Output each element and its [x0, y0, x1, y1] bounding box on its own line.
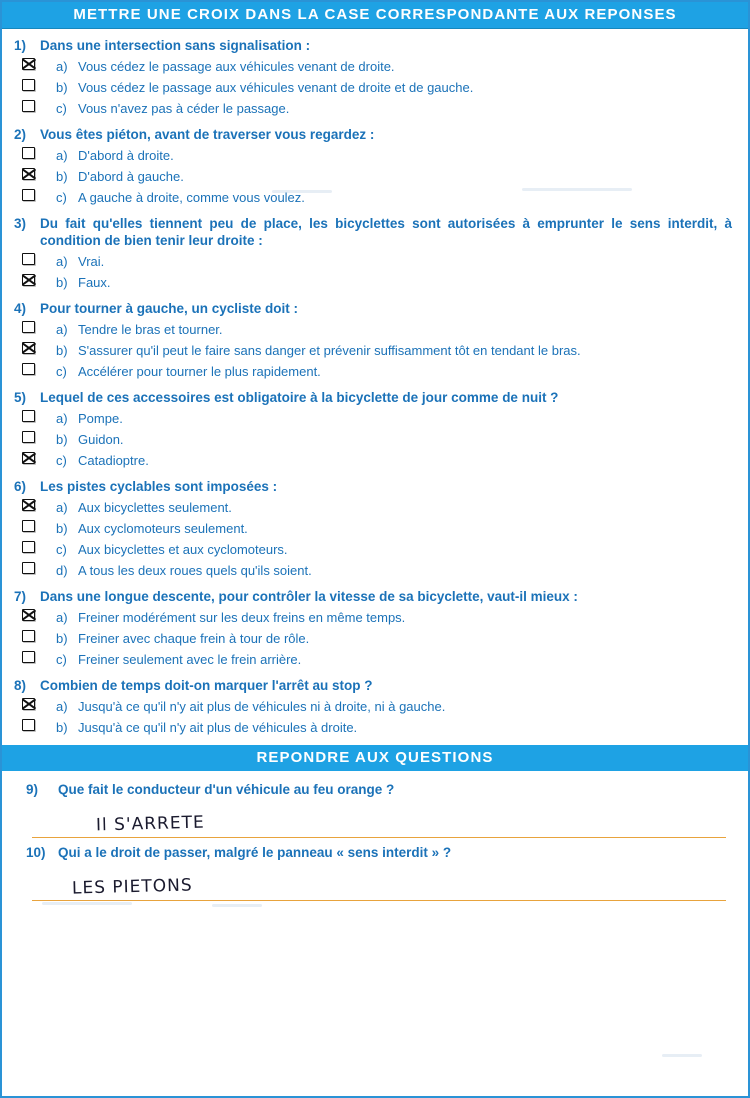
checkbox-cell[interactable] [14, 719, 56, 731]
question-heading [14, 677, 736, 694]
answer-label: a) [56, 254, 68, 269]
checkbox-icon[interactable] [22, 253, 35, 265]
answer-label: c) [56, 453, 67, 468]
question-number: 7) [14, 589, 27, 604]
open-question-text: Que fait le conducteur d'un véhicule au feu orange ? [58, 782, 395, 797]
answer-label: a) [56, 59, 68, 74]
answer-writing-line[interactable] [32, 864, 726, 901]
answer-text: D'abord à gauche. [78, 169, 184, 184]
checkbox-checked-icon[interactable] [22, 499, 35, 511]
checkbox-cell[interactable] [14, 100, 56, 112]
answer-option[interactable] [14, 452, 736, 469]
question-heading [14, 215, 736, 249]
question-number: 8) [14, 678, 27, 693]
question-number: 3) [14, 216, 27, 231]
question-text: Dans une longue descente, pour contrôler la vitesse de sa bicyclette, vaut-il mieux : [40, 589, 578, 604]
answer-list [14, 499, 736, 579]
checkbox-cell[interactable] [14, 168, 56, 180]
answer-label: b) [56, 80, 68, 95]
answer-label: a) [56, 148, 68, 163]
open-question-heading [26, 781, 736, 799]
question-heading [14, 300, 736, 317]
answer-label: a) [56, 610, 68, 625]
checkbox-cell[interactable] [14, 410, 56, 422]
checkbox-icon[interactable] [22, 79, 35, 91]
answer-label: a) [56, 322, 68, 337]
answer-list [14, 321, 736, 380]
answer-text: Aux cyclomoteurs seulement. [78, 521, 248, 536]
checkbox-checked-icon[interactable] [22, 274, 35, 286]
answer-text: D'abord à droite. [78, 148, 174, 163]
question-number: 6) [14, 479, 27, 494]
checkbox-cell[interactable] [14, 253, 56, 265]
checkbox-cell[interactable] [14, 452, 56, 464]
answer-label: a) [56, 500, 68, 515]
checkbox-cell[interactable] [14, 562, 56, 574]
scan-artifact [212, 904, 262, 907]
question-block [14, 478, 736, 579]
open-question-number: 9) [26, 782, 39, 797]
answer-label: b) [56, 521, 68, 536]
answer-label: b) [56, 343, 68, 358]
answer-text: Guidon. [78, 432, 124, 447]
checkbox-cell[interactable] [14, 147, 56, 159]
answer-label: a) [56, 411, 68, 426]
answer-option[interactable] [14, 253, 736, 270]
answer-option[interactable] [14, 321, 736, 338]
question-number: 2) [14, 127, 27, 142]
answer-option[interactable] [14, 562, 736, 579]
answer-label: b) [56, 169, 68, 184]
answer-option[interactable] [14, 541, 736, 558]
answer-list [14, 253, 736, 291]
scan-artifact [662, 1054, 702, 1057]
question-block [14, 588, 736, 668]
answer-list [14, 147, 736, 206]
checkbox-icon[interactable] [22, 719, 35, 731]
checkbox-cell[interactable] [14, 651, 56, 663]
answer-option[interactable] [14, 499, 736, 516]
answer-text: Freiner seulement avec le frein arrière. [78, 652, 302, 667]
answer-list [14, 58, 736, 117]
checkbox-cell[interactable] [14, 363, 56, 375]
question-block [14, 37, 736, 117]
checkbox-icon[interactable] [22, 630, 35, 642]
answer-text: Jusqu'à ce qu'il n'y ait plus de véhicules à droite. [78, 720, 358, 735]
answer-option[interactable] [14, 520, 736, 537]
answer-text: Pompe. [78, 411, 123, 426]
question-block [14, 389, 736, 469]
answer-text: Jusqu'à ce qu'il n'y ait plus de véhicules ni à droite, ni à gauche. [78, 699, 446, 714]
answer-option[interactable] [14, 630, 736, 647]
answer-label: c) [56, 652, 67, 667]
checkbox-icon[interactable] [22, 562, 35, 574]
answer-text: Vous cédez le passage aux véhicules venant de droite. [78, 59, 395, 74]
checkbox-cell[interactable] [14, 520, 56, 532]
checkbox-checked-icon[interactable] [22, 58, 35, 70]
open-question-text: Qui a le droit de passer, malgré le panneau « sens interdit » ? [58, 845, 452, 860]
answer-text: Tendre le bras et tourner. [78, 322, 223, 337]
checkbox-checked-icon[interactable] [22, 698, 35, 710]
checkbox-cell[interactable] [14, 499, 56, 511]
answer-text: Freiner avec chaque frein à tour de rôle. [78, 631, 310, 646]
answer-label: c) [56, 542, 67, 557]
question-number: 5) [14, 390, 27, 405]
answer-label: b) [56, 720, 68, 735]
question-heading [14, 478, 736, 495]
answer-option[interactable] [14, 79, 736, 96]
answer-label: d) [56, 563, 68, 578]
answer-list [14, 698, 736, 736]
answer-option[interactable] [14, 698, 736, 715]
answer-text: A tous les deux roues quels qu'ils soient. [78, 563, 312, 578]
answer-label: c) [56, 364, 67, 379]
answer-text: Vous n'avez pas à céder le passage. [78, 101, 290, 116]
checkbox-icon[interactable] [22, 100, 35, 112]
answer-text: Faux. [78, 275, 111, 290]
checkbox-checked-icon[interactable] [22, 452, 35, 464]
question-heading [14, 389, 736, 406]
checkbox-icon[interactable] [22, 410, 35, 422]
question-block [14, 215, 736, 291]
checkbox-icon[interactable] [22, 363, 35, 375]
answer-option[interactable] [14, 274, 736, 291]
question-text: Du fait qu'elles tiennent peu de place, les bicyclettes sont autorisées à emprunter le sens interdit, à condition de bien tenir leur droite : [40, 216, 732, 248]
checkbox-cell[interactable] [14, 189, 56, 201]
checkbox-cell[interactable] [14, 698, 56, 710]
question-text: Vous êtes piéton, avant de traverser vous regardez : [40, 127, 375, 142]
answer-text: Aux bicyclettes seulement. [78, 500, 232, 515]
checkbox-cell[interactable] [14, 79, 56, 91]
answer-option[interactable] [14, 189, 736, 206]
answer-label: a) [56, 699, 68, 714]
open-question-number: 10) [26, 845, 46, 860]
multiple-choice-section [2, 29, 748, 736]
checkbox-icon[interactable] [22, 651, 35, 663]
checkbox-checked-icon[interactable] [22, 609, 35, 621]
answer-writing-line[interactable] [32, 801, 726, 838]
answer-option[interactable] [14, 651, 736, 668]
question-text: Les pistes cyclables sont imposées : [40, 479, 278, 494]
answer-option[interactable] [14, 719, 736, 736]
checkbox-cell[interactable] [14, 431, 56, 443]
question-number: 1) [14, 38, 27, 53]
open-question-heading [26, 844, 736, 862]
question-text: Dans une intersection sans signalisation : [40, 38, 311, 53]
answer-text: Freiner modérément sur les deux freins en même temps. [78, 610, 406, 625]
answer-list [14, 410, 736, 469]
checkbox-cell[interactable] [14, 274, 56, 286]
question-block [14, 126, 736, 206]
checkbox-icon[interactable] [22, 520, 35, 532]
answer-text: S'assurer qu'il peut le faire sans danger et prévenir suffisamment tôt en tendant le bras. [78, 343, 581, 358]
checkbox-icon[interactable] [22, 147, 35, 159]
handwritten-answer: Il S'ARRETE [95, 812, 205, 836]
checkbox-cell[interactable] [14, 541, 56, 553]
answer-option[interactable] [14, 58, 736, 75]
open-questions-section [2, 771, 748, 901]
question-block [14, 300, 736, 380]
checkbox-icon[interactable] [22, 321, 35, 333]
checkbox-cell[interactable] [14, 609, 56, 621]
answer-label: b) [56, 631, 68, 646]
answer-option[interactable] [14, 363, 736, 380]
checkbox-icon[interactable] [22, 541, 35, 553]
answer-option[interactable] [14, 431, 736, 448]
handwritten-answer: LES PIETONS [71, 875, 193, 899]
checkbox-checked-icon[interactable] [22, 342, 35, 354]
answer-option[interactable] [14, 609, 736, 626]
answer-text: Vrai. [78, 254, 105, 269]
question-text: Lequel de ces accessoires est obligatoire à la bicyclette de jour comme de nuit ? [40, 390, 559, 405]
question-text: Pour tourner à gauche, un cycliste doit : [40, 301, 299, 316]
answer-option[interactable] [14, 342, 736, 359]
checkbox-cell[interactable] [14, 58, 56, 70]
section-header-open-questions: REPONDRE AUX QUESTIONS [2, 745, 748, 771]
answer-text: Accélérer pour tourner le plus rapidement. [78, 364, 321, 379]
checkbox-cell[interactable] [14, 342, 56, 354]
checkbox-cell[interactable] [14, 321, 56, 333]
checkbox-cell[interactable] [14, 630, 56, 642]
checkbox-checked-icon[interactable] [22, 168, 35, 180]
answer-text: Vous cédez le passage aux véhicules venant de droite et de gauche. [78, 80, 474, 95]
question-heading [14, 126, 736, 143]
answer-label: c) [56, 190, 67, 205]
question-block [14, 677, 736, 736]
question-number: 4) [14, 301, 27, 316]
answer-text: Catadioptre. [78, 453, 149, 468]
open-question-block [14, 781, 736, 838]
answer-option[interactable] [14, 168, 736, 185]
scan-artifact [42, 902, 132, 905]
answer-text: Aux bicyclettes et aux cyclomoteurs. [78, 542, 288, 557]
answer-text: A gauche à droite, comme vous voulez. [78, 190, 305, 205]
question-heading [14, 37, 736, 54]
answer-label: c) [56, 101, 67, 116]
question-heading [14, 588, 736, 605]
answer-label: b) [56, 432, 68, 447]
answer-label: b) [56, 275, 68, 290]
answer-option[interactable] [14, 147, 736, 164]
section-header-crosses: METTRE UNE CROIX DANS LA CASE CORRESPONDANTE AUX REPONSES [2, 2, 748, 29]
checkbox-icon[interactable] [22, 431, 35, 443]
answer-option[interactable] [14, 100, 736, 117]
answer-option[interactable] [14, 410, 736, 427]
answer-list [14, 609, 736, 668]
checkbox-icon[interactable] [22, 189, 35, 201]
open-question-block [14, 844, 736, 901]
question-text: Combien de temps doit-on marquer l'arrêt au stop ? [40, 678, 373, 693]
